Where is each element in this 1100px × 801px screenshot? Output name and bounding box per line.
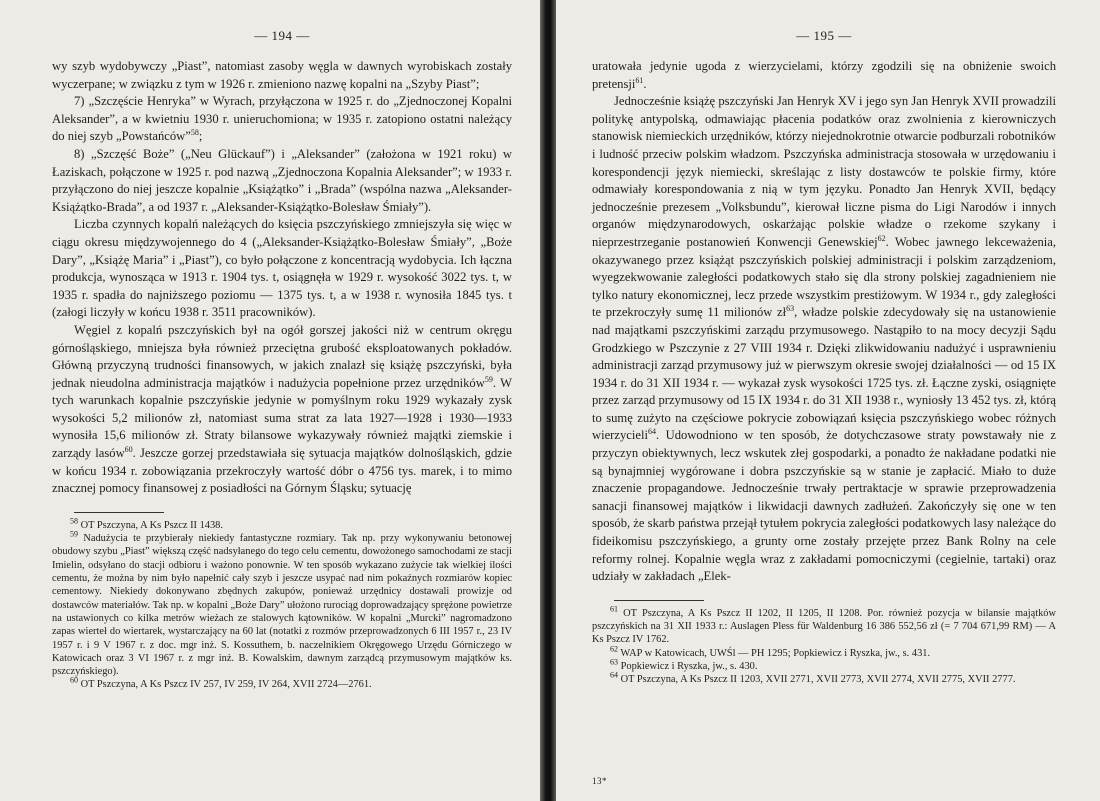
footnote-divider xyxy=(614,600,704,601)
body-text xyxy=(592,58,1056,586)
footnote: $^{64}$ OT Pszczyna, A Ks Pszcz II 1203, XVII 2771, XVII 2773, XVII 2774, XVII 2775, XVII 2777. xyxy=(610,670,1016,686)
paragraph: Jednocześnie książę pszczyński Jan Henryk XV i jego syn Jan Henryk XVII prowadzili politykę antypolską, odmawiając płacenia podatków oraz zwolnienia z kierowniczych stanowisk niemieckich urzędników, którzy niejednokrotnie otwarcie podburzali robotników i ludność przeciw polskim władzom. Pszczyńska administracja stosowała w urzędowaniu i korespondencji język niemiecki, skreślając z listy dostawców te polskie firmy, które odmawiały korespondowania z nią w tym języku. Ponadto Jan Henryk XVII, będący jednocześnie prezesem „Volksbundu”, kierował liczne pisma do Ligi Narodów i innych organów międzynarodowych, oskarżając polskie władze o rzekome szykany i nieprzestrzeganie postanowień Konwencji Genewskiej$^{62}$. Wobec jawnego lekceważenia, okazywanego przez książąt pszczyńskich polskiej administracji i polskim zarządzeniom, wyegzekwowanie zaległości podatkowych stało się dla strony polskiej zagadnieniem nie tylko natury ekonomicznej, lecz przede wszystkim prestiżowym. W 1934 r., gdy zaległości te przekroczyły sumę 11 milionów $zł^{63}$, władze polskie zdecydowały się na ustanowienie nad majątkami pszczyńskimi zarządu przymusowego. Nastąpiło to na mocy decyzji Sądu Grodzkiego w Pszczynie z 27 VIII 1934 r. Dzięki zlikwidowaniu nadużyć i usprawnieniu administracji zarząd przymusowy już w pierwszym okresie swojej działalności — od 15 IX 1934 r. do 31 XII 1934 r. — wykazał zysk wysokości 1725 tys. zł. Łączne zyski, osiągnięte przez zarząd przymusowy od 15 IX 1934 r. do 31 XII 1938 r., wyniosły 13 452 tys. zł, którą to sumę zużyto na częściowe pokrycie zobowiązań księcia pszczyńskiego wobec różnych wierzycieli$^{64}$. Udowodniono w ten sposób, że dotychczasowe straty powstawały nie z przyczyn obiektywnych, lecz wskutek złej gospodarki, a ponadto że nakładane podatki nie są bynajmniej wygórowane i dobra pszczyńskie są w stanie je zapłacić. Miało to duże znaczenie propagandowe. Jednocześnie trwały pertraktacje w sprawie przeprowadzenia sanacji finansowej majątków i likwidacji dawnych zadłużeń. Zakończyły się one w ten sposób, że skarb państwa przejął tytułem pokrycia zaległości podatkowych lasy należące do fideikomisu pszczyńskiego, a grunty orne zostały przejęte przez Bank Rolny na cele reformy rolnej. Kopalnie węgla wraz z zakładami pomocniczymi (cegielnie, tartaki) oraz udziały w zakładach „Elek- xyxy=(592,94,1057,584)
footnote: $^{62}$ WAP w Katowicach, UWŚl — PH 1295; Popkiewicz i Ryszka, jw., s. 431. xyxy=(610,644,931,659)
footnote-ref: 63 xyxy=(786,304,795,314)
right-page xyxy=(556,0,1100,801)
paragraph: wy szyb wydobywczy „Piast”, natomiast zasoby węgla w dawnych wyrobiskach zostały wyczerpane; w związku z tym w 1926 r. zmieniono nazwę kopalni na „Szyby Piast”; xyxy=(52,59,512,91)
footnote-ref: 61 xyxy=(635,75,644,85)
page-number: — 195 — xyxy=(796,28,852,43)
footnote: $^{59}$ Nadużycia te przybierały niekiedy fantastyczne rozmiary. Tak np. przy wykonywaniu betonowej obudowy szybu „Piast” większą część nadsyłanego do tego celu cementu, dowożonego samochodami ze stacji Imielin, odsyłano do stacji odbioru i ważono ponownie. W ten sposób wykazano zużycie tak wielkiej ilości cementu, że można by nim było napełnić cały szyb i jeszcze usypać nad nim pokaźnych rozmiarów kopiec cementowy. Niekiedy dokonywano zbędnych zakupów, ponieważ urzędnicy dostawali prowizje od dostawców materiałów. Tak np. w kopalni „Boże Dary” ułożono rurociąg doprowadzający sprężone powietrze na ustawionych co kilka metrów wieżach ze stalowych kątowników. W kopalni „Murcki” nagromadzono zapas wierteł do wiertarek, wystarczający na 60 lat (notatki z rozmów przeprowadzonych 6 III 1957 r., 23 IV 1957 r. i 9 V 1967 r. z doc. mgr inż. S. Kossuthem, b. naczelnikiem Okręgowego Urzędu Górniczego w Katowicach oraz 3 VI 1967 r. z mgr inż. B. Kowalskim, dawnym zarządcą przymusowym majątków ks. pszczyńskiego). xyxy=(52,529,512,678)
paragraph: 8) „Szczęść Boże” („Neu Glückauf”) i „Aleksander” (założona w 1921 roku) w Łaziskach, połączone w 1925 r. pod nazwą „Zjednoczona Kopalnia Aleksander”; w 1933 r. przyłączono do niej jeszcze kopalnie „Książątko” i „Brada” (wspólna nazwa „Aleksander-Książątko-Brada”, a od 1937 r. „Aleksander-Książątko-Bolesław Śmiały”). xyxy=(52,146,512,214)
footnote-ref: 60 xyxy=(124,444,133,454)
left-page xyxy=(0,0,540,801)
paragraph: 7) „Szczęście Henryka” w Wyrach, przyłączona w 1925 r. do „Zjednoczonej Kopalni Aleksander”, a w kwietniu 1930 r. unieruchomiona; w 1935 r. zatopiono ostatni należący do niej szyb „Powstańców”$^{58}$; xyxy=(52,94,512,144)
footnote: $^{60}$ OT Pszczyna, A Ks Pszcz IV 257, IV 259, IV 264, XVII 2724—2761. xyxy=(70,675,372,691)
footnote-ref: 58 xyxy=(190,128,199,138)
page-number: — 194 — xyxy=(254,28,310,43)
body-text xyxy=(52,58,512,498)
paragraph: Węgiel z kopalń pszczyńskich był na ogół gorszej jakości niż w centrum okręgu górnośląskiego, mniejsza była również przeciętna grubość eksploatowanych pokładów. Główną przyczyną trudności finansowych, w jakich znalazł się książę pszczyński, była jednak nieudolna administracja majątków i nadużycia popełnione przez urzędników$^{59}$. W tych warunkach kopalnie pszczyńskie jedynie w pomyślnym roku 1929 wykazały zysk wysokości 5,2 milionów zł, natomiast suma strat za lata 1927—1928 i 1930—1933 wynosiła 15,6 milionów zł. Straty bilansowe wykazywały również majątki ziemskie i zarządy lasów$^{60}$. Jeszcze gorzej przedstawiała się sytuacja majątków dolnośląskich, gdzie w końcu 1934 r. zobowiązania przekroczyły wartość dóbr o 4756 tys. marek, i to mimo znacznej pomocy finansowej z posiadłości na Górnym Śląsku; sytuację xyxy=(52,322,512,496)
paragraph: uratowała jedynie ugoda z wierzycielami, którzy zgodzili się na obniżenie swoich pretensji$^{61}$. xyxy=(592,59,1056,91)
footnote-ref: 64 xyxy=(647,427,656,437)
footnote: $^{63}$ Popkiewicz i Ryszka, jw., s. 430. xyxy=(610,657,758,672)
paragraph: Liczba czynnych kopalń należących do księcia pszczyńskiego zmniejszyła się więc w ciągu okresu międzywojennego do 4 („Aleksander-Książątko-Bolesław Śmiały”, „Boże Dary”, „Książę Maria” i „Piast”), co było połączone z koncentracją wydobycia. Ich łączna produkcja, wynosząca w 1913 r. 1904 tys. t, osiągnęła w 1929 r. wysokość 3022 tys. t, w 1935 r. spadła do najniższego poziomu — 1375 tys. t, a w 1938 r. wynosiła 1845 tys. t (załogi liczyły w końcu 1938 r. 3511 pracowników). xyxy=(52,217,512,320)
footnote-divider xyxy=(74,512,164,513)
footnote-ref: 59 xyxy=(484,374,493,384)
footnote-ref: 62 xyxy=(877,233,886,243)
printer-signature: 13* xyxy=(592,776,607,786)
footnotes xyxy=(52,516,512,692)
footnotes xyxy=(592,604,1056,687)
footnote: $^{61}$ OT Pszczyna, A Ks Pszcz II 1202, II 1205, II 1208. Por. również pozycja w bilansie majątków pszczyńskich na 31 XII 1933 r.: Auslagen Pless für Waldenburg 16 386 552,56 zł (= 7 704 671,99 RM) — A Ks Pszcz IV 1762. xyxy=(592,604,1056,646)
footnote: $^{58}$ OT Pszczyna, A Ks Pszcz II 1438. xyxy=(70,516,223,531)
book-gutter xyxy=(540,0,556,801)
